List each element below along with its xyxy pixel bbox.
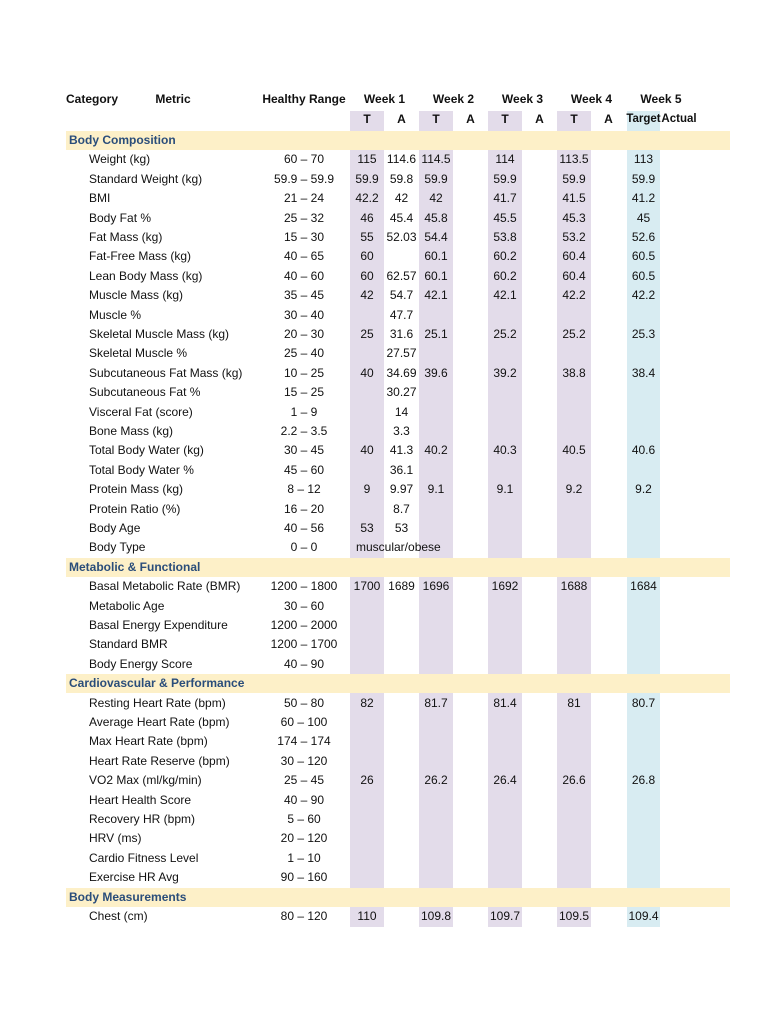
healthy-range: 40 – 90 bbox=[283, 793, 325, 807]
subheader-w3-a: A bbox=[535, 112, 544, 126]
subheader-w1-a: A bbox=[397, 112, 406, 126]
value-w3-t: 114 bbox=[495, 152, 515, 166]
value-w1-t: 42.2 bbox=[355, 191, 379, 205]
value-w1-a: 53 bbox=[394, 521, 409, 535]
value-w5-target: 80.7 bbox=[631, 696, 656, 710]
healthy-range: 20 – 120 bbox=[280, 831, 328, 845]
value-w2-t: 60.1 bbox=[424, 269, 448, 283]
value-w3-t: 25.2 bbox=[493, 327, 517, 341]
value-w1-a: 9.97 bbox=[389, 482, 414, 496]
value-w4-t: 1688 bbox=[560, 579, 588, 593]
value-w1-t: 46 bbox=[360, 211, 374, 225]
value-w2-t: 9.1 bbox=[427, 482, 445, 496]
value-w2-t: 109.8 bbox=[420, 909, 452, 923]
healthy-range: 1200 – 2000 bbox=[270, 618, 338, 632]
value-w1-t: 26 bbox=[360, 773, 374, 787]
value-w5-target: 60.5 bbox=[631, 269, 656, 283]
healthy-range: 16 – 20 bbox=[283, 502, 325, 516]
value-w3-t: 42.1 bbox=[493, 288, 517, 302]
value-w1-t: 60 bbox=[360, 269, 374, 283]
metric-label: Exercise HR Avg bbox=[89, 870, 179, 884]
value-w2-t: 42.1 bbox=[424, 288, 448, 302]
healthy-range: 0 – 0 bbox=[290, 540, 318, 554]
metric-label: Chest (cm) bbox=[89, 909, 148, 923]
metric-label: Max Heart Rate (bpm) bbox=[89, 734, 208, 748]
value-w1-t: 40 bbox=[360, 443, 374, 457]
value-w5-target: 52.6 bbox=[631, 230, 656, 244]
healthy-range: 1200 – 1800 bbox=[270, 579, 338, 593]
metric-label: Subcutaneous Fat % bbox=[89, 385, 201, 399]
value-w3-t: 60.2 bbox=[493, 249, 517, 263]
header-week-4: Week 4 bbox=[570, 92, 613, 106]
body-type-value: muscular/obese bbox=[356, 540, 441, 554]
value-w4-t: 40.5 bbox=[562, 443, 586, 457]
metric-label: Standard BMR bbox=[89, 637, 168, 651]
value-w3-t: 53.8 bbox=[493, 230, 517, 244]
value-w1-t: 115 bbox=[357, 152, 377, 166]
healthy-range: 90 – 160 bbox=[280, 870, 328, 884]
value-w2-t: 42 bbox=[429, 191, 443, 205]
value-w2-t: 60.1 bbox=[424, 249, 448, 263]
healthy-range: 50 – 80 bbox=[283, 696, 325, 710]
healthy-range: 174 – 174 bbox=[277, 734, 331, 748]
value-w5-target: 26.8 bbox=[631, 773, 656, 787]
metric-label: Heart Health Score bbox=[89, 793, 192, 807]
value-w3-t: 26.4 bbox=[493, 773, 517, 787]
header-week-2: Week 2 bbox=[432, 92, 475, 106]
value-w3-t: 40.3 bbox=[493, 443, 517, 457]
metric-label: Total Body Water % bbox=[89, 463, 194, 477]
healthy-range: 35 – 45 bbox=[283, 288, 325, 302]
subheader-w5-actual: Actual bbox=[661, 113, 697, 125]
metric-label: Skeletal Muscle Mass (kg) bbox=[89, 327, 230, 341]
value-w2-t: 26.2 bbox=[424, 773, 448, 787]
metric-label: HRV (ms) bbox=[89, 831, 142, 845]
healthy-range: 5 – 60 bbox=[287, 812, 321, 826]
value-w3-t: 9.1 bbox=[496, 482, 514, 496]
healthy-range: 59.9 – 59.9 bbox=[273, 172, 335, 186]
metric-label: Fat-Free Mass (kg) bbox=[89, 249, 192, 263]
metric-label: Average Heart Rate (bpm) bbox=[89, 715, 230, 729]
value-w5-target: 38.4 bbox=[631, 366, 656, 380]
value-w4-t: 9.2 bbox=[565, 482, 583, 496]
metric-label: Body Fat % bbox=[89, 211, 152, 225]
value-w1-a: 59.8 bbox=[389, 172, 414, 186]
value-w4-t: 42.2 bbox=[562, 288, 586, 302]
healthy-range: 1200 – 1700 bbox=[270, 637, 338, 651]
value-w1-t: 25 bbox=[360, 327, 374, 341]
value-w1-t: 110 bbox=[357, 909, 377, 923]
metric-label: Skeletal Muscle % bbox=[89, 346, 188, 360]
value-w1-t: 60 bbox=[360, 249, 374, 263]
value-w3-t: 59.9 bbox=[493, 172, 517, 186]
metric-label: Protein Ratio (%) bbox=[89, 502, 181, 516]
value-w1-t: 53 bbox=[360, 521, 374, 535]
subheader-w4-a: A bbox=[604, 112, 613, 126]
value-w3-t: 109.7 bbox=[489, 909, 521, 923]
value-w1-a: 114.6 bbox=[386, 152, 417, 166]
value-w4-t: 53.2 bbox=[562, 230, 586, 244]
header-healthy-range: Healthy Range bbox=[262, 92, 346, 106]
value-w4-t: 109.5 bbox=[558, 909, 590, 923]
healthy-range: 40 – 65 bbox=[283, 249, 325, 263]
metric-label: Total Body Water (kg) bbox=[89, 443, 204, 457]
healthy-range: 10 – 25 bbox=[283, 366, 325, 380]
healthy-range: 80 – 120 bbox=[280, 909, 328, 923]
healthy-range: 15 – 30 bbox=[283, 230, 325, 244]
value-w1-a: 3.3 bbox=[393, 424, 410, 438]
value-w1-a: 1689 bbox=[388, 579, 415, 593]
healthy-range: 1 – 10 bbox=[287, 851, 321, 865]
healthy-range: 1 – 9 bbox=[290, 405, 318, 419]
value-w4-t: 60.4 bbox=[562, 269, 586, 283]
value-w3-t: 1692 bbox=[491, 579, 519, 593]
value-w1-t: 9 bbox=[363, 482, 371, 496]
value-w2-t: 25.1 bbox=[424, 327, 448, 341]
value-w2-t: 59.9 bbox=[424, 172, 448, 186]
value-w5-target: 113 bbox=[633, 152, 654, 166]
value-w1-a: 54.7 bbox=[389, 288, 414, 302]
value-w3-t: 81.4 bbox=[493, 696, 517, 710]
value-w1-a: 27.57 bbox=[386, 346, 417, 360]
value-w2-t: 39.6 bbox=[424, 366, 448, 380]
value-w2-t: 54.4 bbox=[424, 230, 448, 244]
value-w1-a: 45.4 bbox=[389, 211, 414, 225]
value-w4-t: 81 bbox=[567, 696, 581, 710]
healthy-range: 40 – 60 bbox=[283, 269, 325, 283]
healthy-range: 21 – 24 bbox=[283, 191, 325, 205]
healthy-range: 25 – 40 bbox=[283, 346, 325, 360]
value-w3-t: 41.7 bbox=[493, 191, 517, 205]
value-w1-t: 42 bbox=[360, 288, 374, 302]
value-w1-t: 1700 bbox=[353, 579, 381, 593]
subheader-w3-t: T bbox=[501, 112, 509, 126]
value-w5-target: 59.9 bbox=[631, 172, 656, 186]
value-w1-a: 47.7 bbox=[389, 308, 414, 322]
metric-label: Body Type bbox=[89, 540, 146, 554]
healthy-range: 2.2 – 3.5 bbox=[280, 424, 328, 438]
value-w3-t: 60.2 bbox=[493, 269, 517, 283]
header-week-1: Week 1 bbox=[363, 92, 406, 106]
value-w5-target: 45 bbox=[636, 211, 651, 225]
metric-label: Heart Rate Reserve (bpm) bbox=[89, 754, 230, 768]
value-w5-target: 1684 bbox=[630, 579, 657, 593]
value-w1-a: 31.6 bbox=[389, 327, 414, 341]
value-w5-target: 42.2 bbox=[631, 288, 656, 302]
subheader-w2-a: A bbox=[466, 112, 475, 126]
header-category: Category bbox=[66, 92, 119, 106]
value-w1-a: 36.1 bbox=[389, 463, 414, 477]
value-w4-t: 38.8 bbox=[562, 366, 586, 380]
healthy-range: 40 – 90 bbox=[283, 657, 325, 671]
healthy-range: 60 – 70 bbox=[283, 152, 325, 166]
metric-label: Body Energy Score bbox=[89, 657, 193, 671]
subheader-w2-t: T bbox=[432, 112, 440, 126]
value-w1-a: 30.27 bbox=[386, 385, 417, 399]
value-w3-t: 45.5 bbox=[493, 211, 517, 225]
subheader-w5-target: Target bbox=[626, 113, 661, 125]
metric-label: BMI bbox=[89, 191, 111, 205]
subheader-w1-t: T bbox=[363, 112, 371, 126]
metric-label: Recovery HR (bpm) bbox=[89, 812, 196, 826]
metric-label: Metabolic Age bbox=[89, 599, 165, 613]
value-w1-t: 59.9 bbox=[355, 172, 379, 186]
healthy-range: 8 – 12 bbox=[287, 482, 321, 496]
section-title: Body Composition bbox=[69, 133, 176, 147]
metric-label: Visceral Fat (score) bbox=[89, 405, 193, 419]
metric-label: Muscle Mass (kg) bbox=[89, 288, 184, 302]
value-w5-target: 9.2 bbox=[635, 482, 652, 496]
header-week-3: Week 3 bbox=[501, 92, 544, 106]
value-w2-t: 114.5 bbox=[421, 152, 451, 166]
value-w3-t: 39.2 bbox=[493, 366, 517, 380]
healthy-range: 30 – 40 bbox=[283, 308, 325, 322]
value-w5-target: 25.3 bbox=[631, 327, 656, 341]
value-w5-target: 109.4 bbox=[628, 909, 659, 923]
section-title: Metabolic & Functional bbox=[69, 559, 201, 574]
value-w1-a: 52.03 bbox=[386, 230, 417, 244]
healthy-range: 30 – 60 bbox=[283, 599, 325, 613]
healthy-range: 25 – 32 bbox=[283, 211, 325, 225]
value-w1-a: 14 bbox=[394, 405, 409, 419]
value-w1-t: 40 bbox=[360, 366, 374, 380]
metric-label: Resting Heart Rate (bpm) bbox=[89, 696, 226, 710]
metric-label: Basal Metabolic Rate (BMR) bbox=[89, 579, 241, 593]
value-w2-t: 45.8 bbox=[424, 211, 448, 225]
value-w4-t: 59.9 bbox=[562, 172, 586, 186]
value-w4-t: 26.6 bbox=[562, 773, 586, 787]
healthy-range: 25 – 45 bbox=[283, 773, 325, 787]
value-w1-a: 34.69 bbox=[386, 366, 417, 380]
metric-label: Protein Mass (kg) bbox=[89, 482, 184, 496]
healthy-range: 45 – 60 bbox=[283, 463, 325, 477]
healthy-range: 60 – 100 bbox=[280, 715, 328, 729]
healthy-range: 30 – 45 bbox=[283, 443, 325, 457]
value-w1-t: 55 bbox=[360, 230, 374, 244]
value-w2-t: 40.2 bbox=[424, 443, 448, 457]
metric-label: Standard Weight (kg) bbox=[89, 172, 203, 186]
value-w1-a: 8.7 bbox=[393, 502, 410, 516]
header-week-5: Week 5 bbox=[640, 92, 682, 106]
section-title: Body Measurements bbox=[69, 889, 187, 904]
value-w2-t: 1696 bbox=[422, 579, 450, 593]
subheader-w4-t: T bbox=[570, 112, 578, 126]
metric-label: Subcutaneous Fat Mass (kg) bbox=[89, 366, 243, 380]
value-w2-t: 81.7 bbox=[424, 696, 448, 710]
value-w1-a: 42 bbox=[394, 191, 409, 205]
value-w4-t: 45.3 bbox=[562, 211, 586, 225]
metric-label: Fat Mass (kg) bbox=[89, 230, 163, 244]
value-w1-t: 82 bbox=[360, 696, 374, 710]
metric-label: Muscle % bbox=[89, 308, 142, 322]
value-w5-target: 41.2 bbox=[631, 191, 656, 205]
value-w5-target: 40.6 bbox=[631, 443, 656, 457]
metric-label: Lean Body Mass (kg) bbox=[89, 269, 203, 283]
value-w4-t: 25.2 bbox=[562, 327, 586, 341]
metric-label: Cardio Fitness Level bbox=[89, 851, 199, 865]
value-w4-t: 60.4 bbox=[562, 249, 586, 263]
value-w1-a: 41.3 bbox=[389, 443, 414, 457]
metric-label: Basal Energy Expenditure bbox=[89, 618, 228, 632]
value-w4-t: 113.5 bbox=[559, 152, 589, 166]
healthy-range: 20 – 30 bbox=[283, 327, 325, 341]
metric-label: VO2 Max (ml/kg/min) bbox=[89, 773, 202, 787]
healthy-range: 15 – 25 bbox=[283, 385, 325, 399]
value-w1-a: 62.57 bbox=[386, 269, 417, 283]
healthy-range: 40 – 56 bbox=[283, 521, 325, 535]
metric-label: Body Age bbox=[89, 521, 141, 535]
healthy-range: 30 – 120 bbox=[280, 754, 328, 768]
value-w5-target: 60.5 bbox=[631, 249, 656, 263]
value-w4-t: 41.5 bbox=[562, 191, 586, 205]
metric-label: Weight (kg) bbox=[89, 152, 151, 166]
header-metric: Metric bbox=[155, 92, 191, 106]
section-title: Cardiovascular & Performance bbox=[69, 676, 245, 691]
metric-label: Bone Mass (kg) bbox=[89, 424, 174, 438]
